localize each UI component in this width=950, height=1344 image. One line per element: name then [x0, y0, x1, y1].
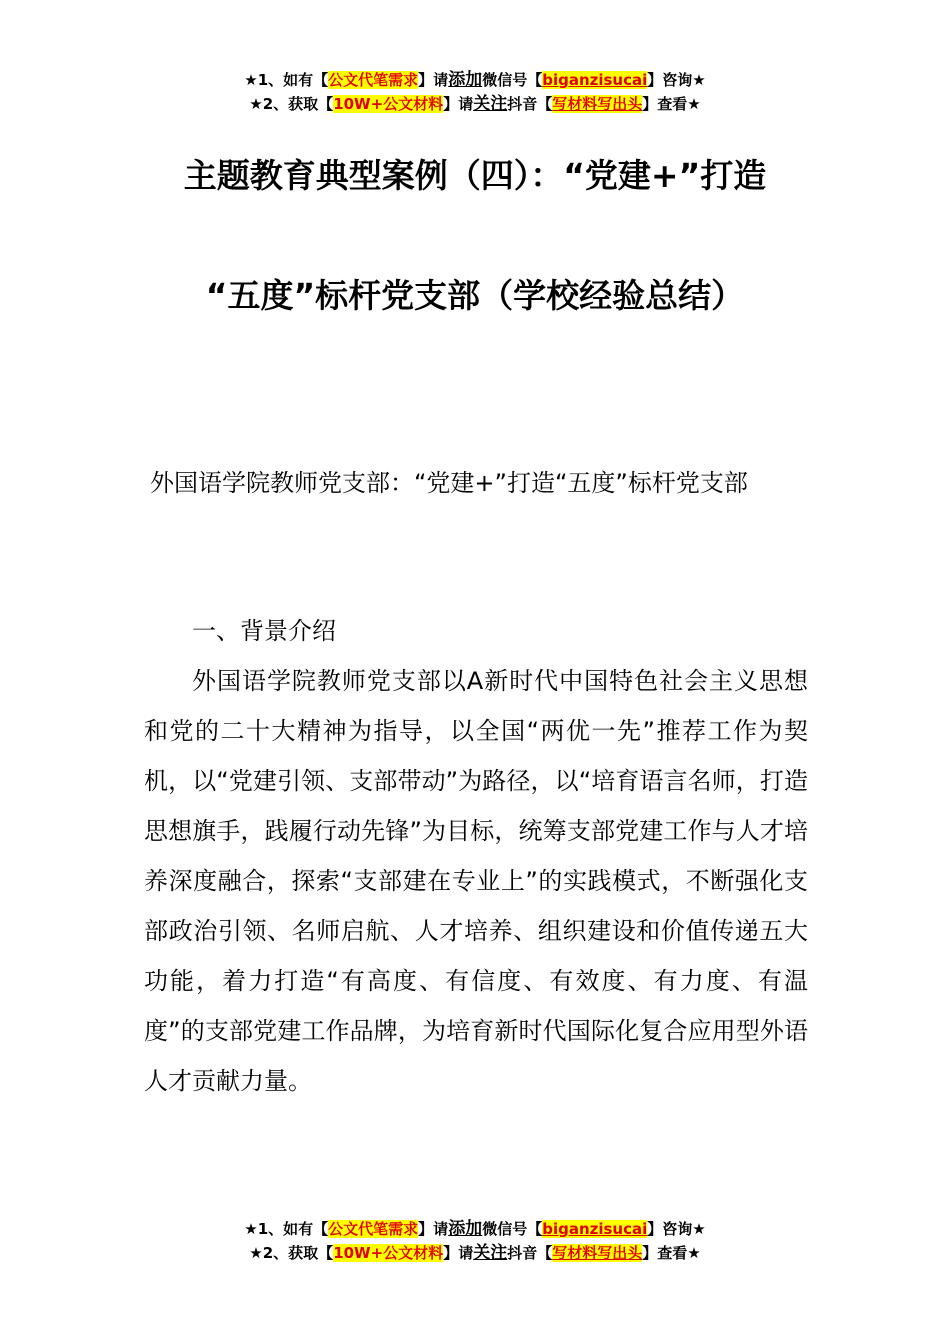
subtitle-text: 外国语学院教师党支部：“党建+”打造“五度”标杆党支部 [150, 469, 748, 497]
text: 微信号【 [482, 71, 543, 89]
text: 抖音【 [507, 1244, 553, 1262]
section-heading: 一、背景介绍 [192, 617, 336, 645]
ad-line-1 [0, 1217, 950, 1241]
text: 】查看★ [642, 1244, 701, 1262]
paragraph: 外国语学院教师党支部以A新时代中国特色社会主义思想和党的二十大精神为指导，以全国“两优一先”推荐工作为契机，以“党建引领、支部带动”为路径，以“培育语言名师，打造思想旗手，践履行动先锋”为目标，统筹支部党建工作与人才培养深度融合，探索“支部建在专业上”的实践模式，不断强化支部政治引领、名师启航、人才培养、组织建设和价值传递五大功能，着力打造“有高度、有信度、有效度、有力度、有温度”的支部党建工作品牌，为培育新时代国际化复合应用型外语人才贡献力量。 [144, 667, 808, 1095]
ad-banner-bottom [0, 1217, 950, 1265]
title-line-1: 主题教育典型案例（四）：“党建+”打造 [183, 156, 767, 195]
ad-line-2 [0, 92, 950, 116]
text: 】请 [418, 71, 449, 89]
content [144, 606, 808, 1106]
douyin-id: 写材料写出头 [552, 1244, 643, 1262]
subtitle [144, 458, 808, 508]
text: ★1、如有【 [244, 71, 329, 89]
text: 】查看★ [642, 95, 701, 113]
text: 】请 [418, 1220, 449, 1238]
ad-banner-top [0, 68, 950, 116]
text: 微信号【 [482, 1220, 543, 1238]
highlight: 公文代笔需求 [328, 1220, 419, 1238]
ad-line-2 [0, 1241, 950, 1265]
text: 抖音【 [507, 95, 553, 113]
title-line-2: “五度”标杆党支部（学校经验总结） [205, 276, 745, 315]
emphasis: 添加 [448, 70, 483, 90]
text: 】咨询★ [647, 71, 706, 89]
emphasis: 关注 [473, 94, 508, 114]
wechat-id: biganzisucai [542, 71, 648, 89]
text: 】咨询★ [647, 1220, 706, 1238]
douyin-id: 写材料写出头 [552, 95, 643, 113]
text: ★2、获取【 [249, 95, 334, 113]
text: ★2、获取【 [249, 1244, 334, 1262]
emphasis: 关注 [473, 1243, 508, 1263]
emphasis: 添加 [448, 1219, 483, 1239]
text: 】请 [443, 1244, 474, 1262]
highlight: 10W+公文材料 [333, 1244, 444, 1262]
text: 】请 [443, 95, 474, 113]
ad-line-1 [0, 68, 950, 92]
highlight: 公文代笔需求 [328, 71, 419, 89]
wechat-id: biganzisucai [542, 1220, 648, 1238]
text: ★1、如有【 [244, 1220, 329, 1238]
highlight: 10W+公文材料 [333, 95, 444, 113]
